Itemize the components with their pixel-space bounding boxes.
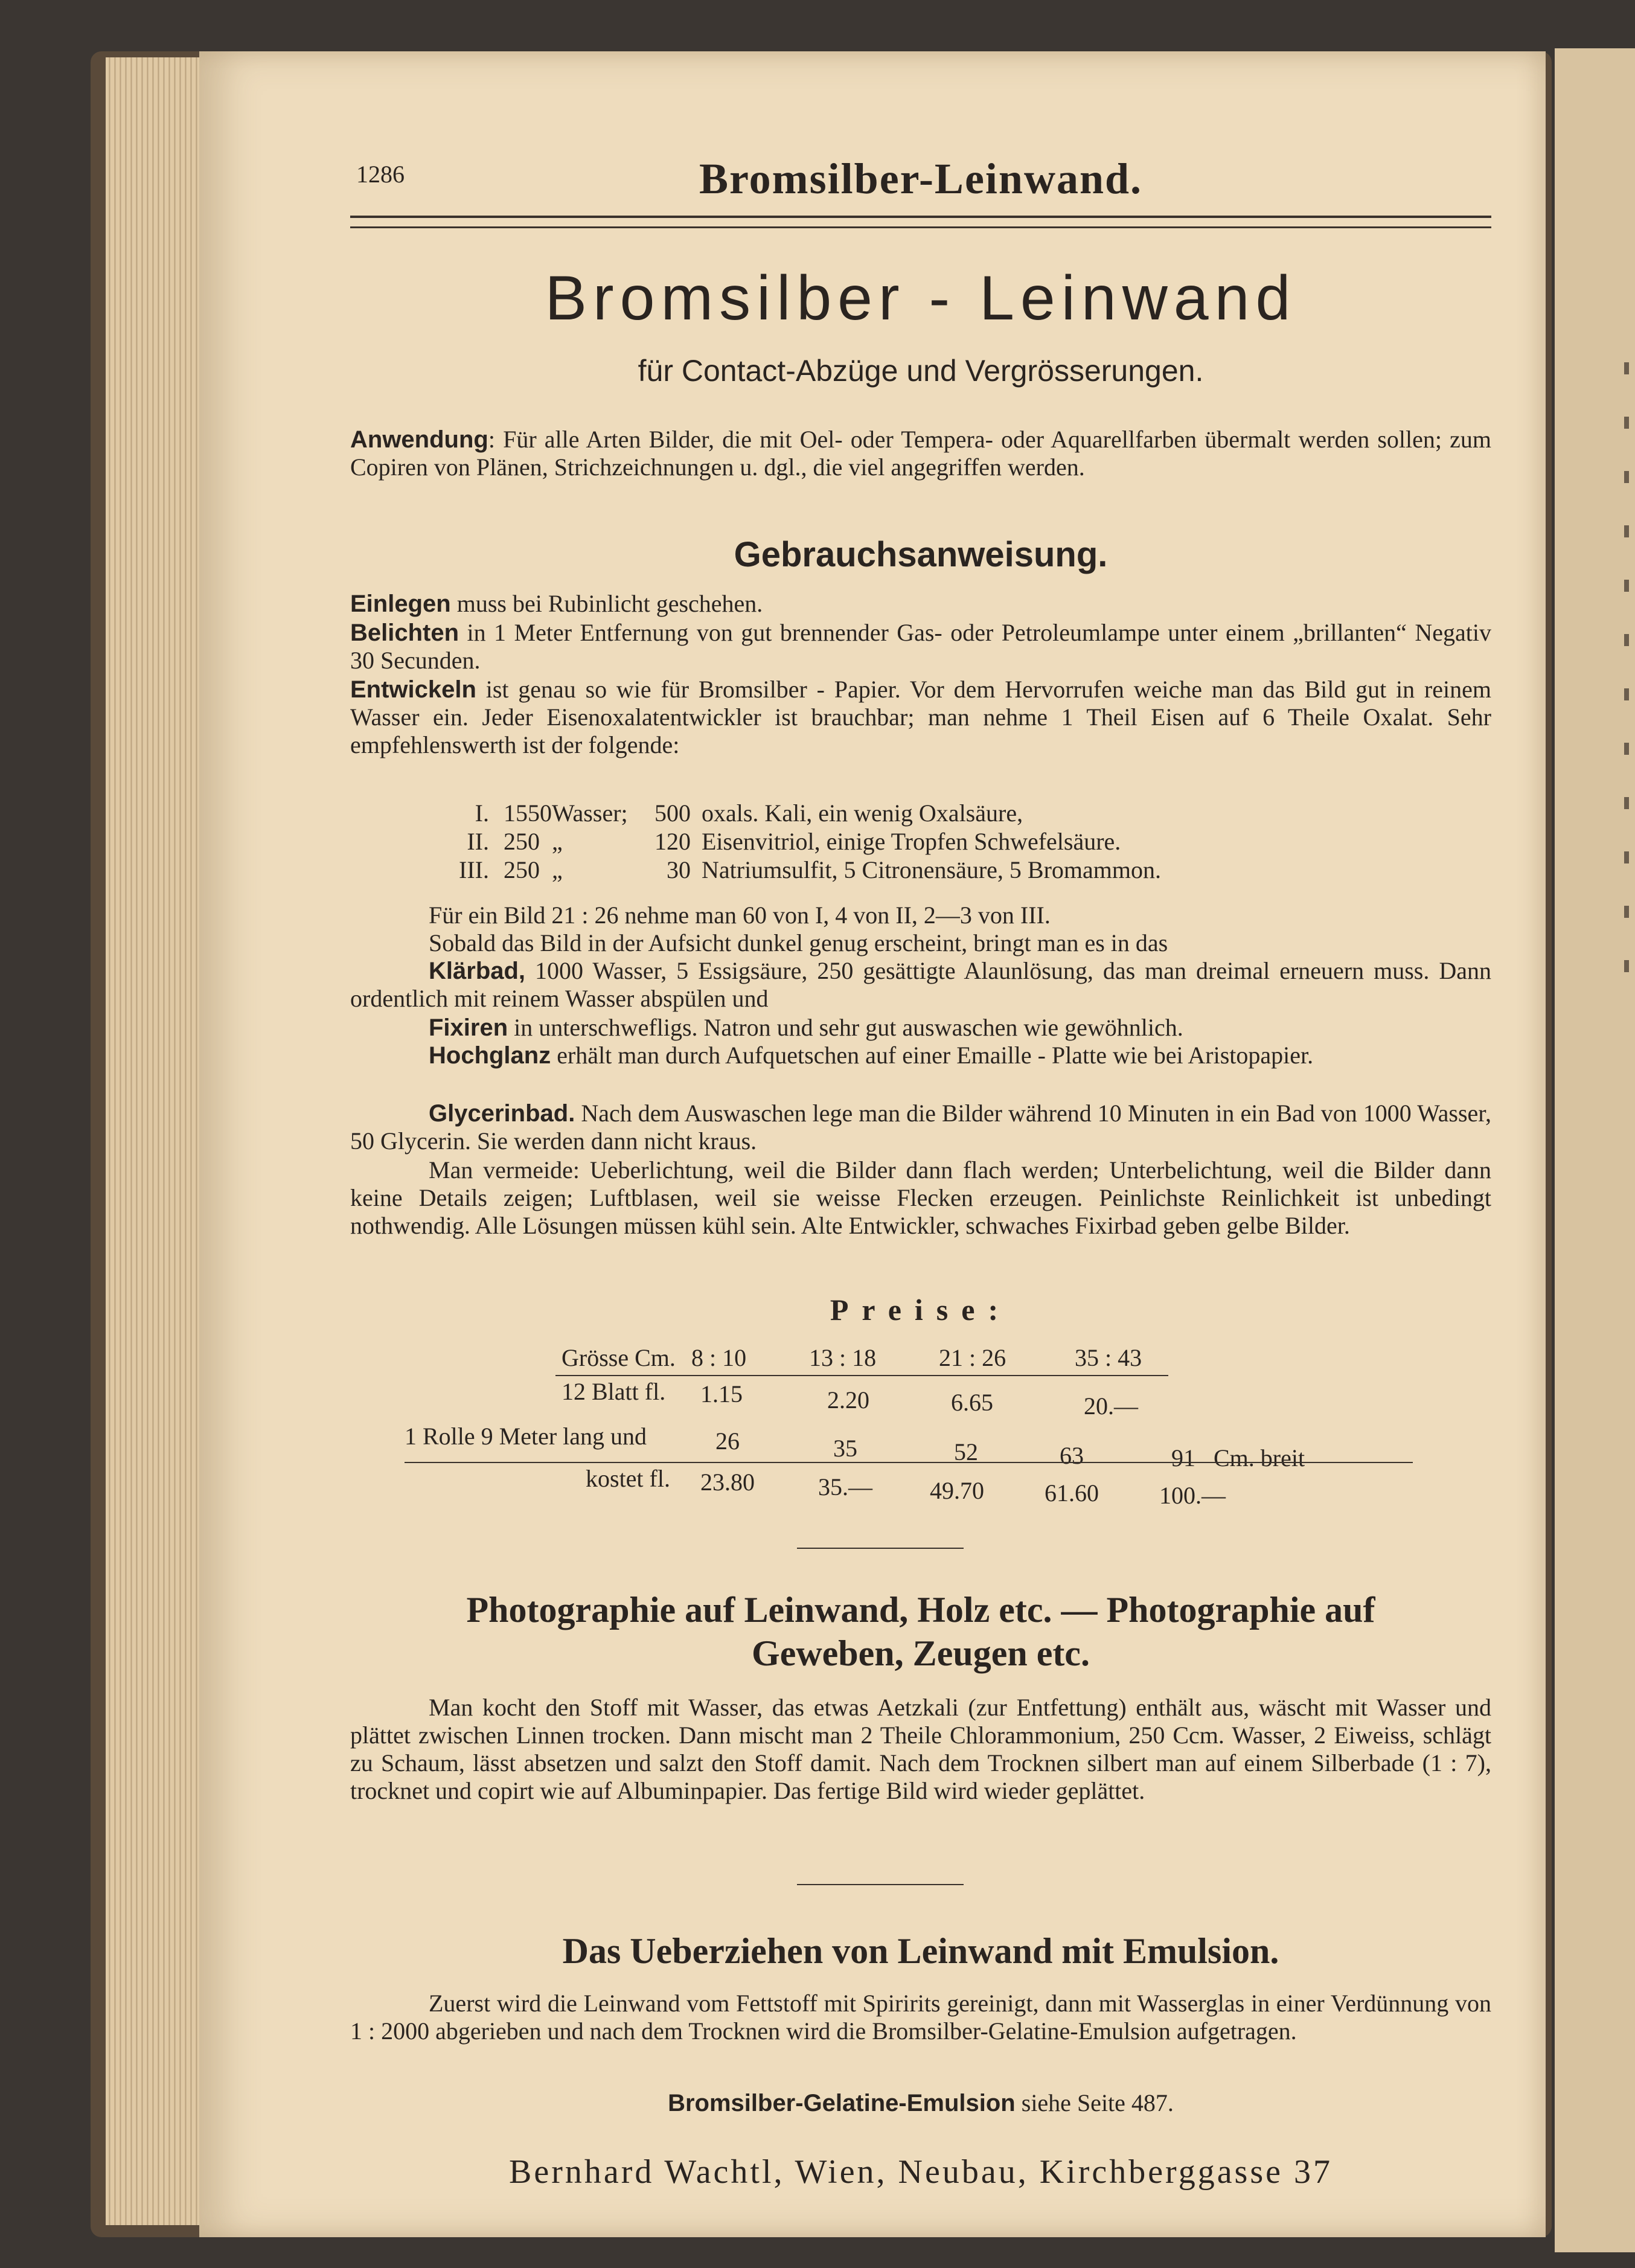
table-rule (405, 1462, 1413, 1463)
price-cell: 20.— (1084, 1392, 1138, 1420)
recipe-description: oxals. Kali, ein wenig Oxalsäure, (702, 799, 1023, 827)
reference-text: siehe Seite 487. (1015, 2089, 1174, 2116)
anwendung-lead: Anwendung (350, 426, 488, 453)
roll-price-cell: 61.60 (1045, 1479, 1099, 1507)
section2-text: Man kocht den Stoff mit Wasser, das etwas Aetzkali (zur Entfettung) enthält aus, wäscht mit Wasser und plättet zwischen Linnen trocken. Dann mischt man 2 Theile Chlorammonium, 250 Ccm. Wasser, 2 Eiweiss, schlägt zu Schaum, lässt absetzen und salzt den Stoff damit. Nach dem Trocknen silbert man auf einem Silberbade (1 : 7), trocknet und copirt wie auf Albuminpapier. Das fertige Bild wird wieder geplättet. (350, 1694, 1491, 1804)
recipe-description: Eisenvitriol, einige Tropfen Schwefelsäure. (702, 828, 1121, 855)
instruction-einlegen (350, 590, 1491, 618)
price-cell: 6.65 (951, 1389, 993, 1416)
glycerin-paragraph (350, 1100, 1491, 1155)
section-divider (797, 1548, 964, 1549)
width-cell: 91 (1171, 1444, 1195, 1472)
section-divider (797, 1884, 964, 1885)
developer-recipe (429, 799, 1455, 884)
recipe-amount: 30 (667, 856, 691, 883)
kostet-label: kostet fl. (586, 1465, 670, 1492)
after-recipe-line2 (350, 929, 1491, 957)
instruction-text: muss bei Rubinlicht geschehen. (450, 590, 763, 617)
glycerin-lead: Glycerinbad. (429, 1100, 575, 1127)
section2-heading-line1: Photographie auf Leinwand, Holz etc. — Photographie auf (466, 1590, 1375, 1630)
roll-price-cell: 35.— (818, 1473, 872, 1501)
fixiren-lead: Fixiren (429, 1014, 508, 1041)
size-cell: 21 : 26 (939, 1344, 1006, 1371)
recipe-number: I. (475, 799, 489, 827)
recipe-row (429, 856, 1455, 884)
roll-price-cell: 49.70 (930, 1477, 984, 1504)
recipe-unit: „ (552, 828, 563, 855)
anwendung-paragraph (350, 426, 1491, 481)
facing-page-marks (1624, 362, 1635, 1087)
recipe-unit: „ (552, 856, 563, 883)
instruction-lead: Entwickeln (350, 676, 476, 703)
fixiren-paragraph (350, 1014, 1491, 1042)
section2-heading (350, 1588, 1491, 1675)
klaerbad-text: 1000 Wasser, 5 Essigsäure, 250 gesättigte Alaunlösung, das man dreimal erneuern muss. Dann ordentlich mit reinem Wasser abspülen und (350, 957, 1491, 1012)
fixiren-text: in unterschwefligs. Natron und sehr gut auswaschen wie gewöhnlich. (508, 1014, 1183, 1041)
price-table (350, 1344, 1491, 1509)
book-page (199, 51, 1546, 2237)
page-number: 1286 (356, 161, 405, 188)
hochglanz-paragraph (350, 1042, 1491, 1069)
page-title: Bromsilber - Leinwand (545, 263, 1297, 333)
page-subtitle: für Contact-Abzüge und Vergrösserungen. (638, 354, 1204, 388)
recipe-value: 250 (504, 828, 540, 855)
recipe-number: III. (459, 856, 489, 883)
section2-heading-line2: Geweben, Zeugen etc. (752, 1633, 1090, 1673)
instruction-lead: Einlegen (350, 591, 451, 617)
section3-reference (350, 2089, 1491, 2117)
size-cell: 13 : 18 (809, 1344, 877, 1371)
glycerin-text: Nach dem Auswaschen lege man die Bilder während 10 Minuten in ein Bad von 1000 Wasser, 50 Glycerin. Sie werden dann nicht kraus. (350, 1100, 1491, 1155)
size-cell: 8 : 10 (691, 1344, 747, 1371)
hochglanz-lead: Hochglanz (429, 1042, 551, 1069)
table-rule (555, 1375, 1168, 1376)
roll-price-cell: 100.— (1159, 1482, 1226, 1509)
recipe-amount: 500 (654, 799, 691, 827)
width-unit: Cm. breit (1214, 1444, 1305, 1472)
preise-title: Preise: (830, 1293, 1012, 1327)
instruction-text: in 1 Meter Entfernung von gut brennender Gas- oder Petroleumlampe unter einem „brillanten“ Negativ 30 Secunden. (350, 619, 1491, 674)
recipe-row (429, 827, 1455, 856)
size-cell: 35 : 43 (1075, 1344, 1142, 1371)
after-recipe-text: Sobald das Bild in der Aufsicht dunkel genug erscheint, bringt man es in das (429, 929, 1168, 956)
running-head: Bromsilber-Leinwand. (699, 155, 1143, 203)
gebrauch-heading: Gebrauchsanweisung. (734, 535, 1108, 574)
blatt-label: 12 Blatt fl. (562, 1378, 666, 1405)
price-cell: 2.20 (827, 1386, 869, 1414)
hochglanz-text: erhält man durch Aufquetschen auf einer Emaille - Platte wie bei Aristopapier. (551, 1042, 1314, 1069)
rolle-label: 1 Rolle 9 Meter lang und (405, 1423, 647, 1450)
roll-price-cell: 23.80 (700, 1469, 755, 1496)
price-cell: 1.15 (700, 1380, 743, 1408)
klaerbad-lead: Klärbad, (429, 958, 526, 984)
recipe-value: 1550 (504, 799, 552, 827)
size-label: Grösse Cm. (562, 1344, 676, 1371)
width-cell: 26 (715, 1427, 740, 1455)
recipe-value: 250 (504, 856, 540, 883)
instruction-entwickeln (350, 676, 1491, 759)
klaerbad-paragraph (350, 957, 1491, 1013)
after-recipe-text: Für ein Bild 21 : 26 nehme man 60 von I, 4 von II, 2—3 von III. (429, 902, 1051, 929)
section3-text: Zuerst wird die Leinwand vom Fettstoff mit Spiririts gereinigt, dann mit Wasserglas in einer Verdünnung von 1 : 2000 abgerieben und nach dem Trocknen wird die Bromsilber-Gelatine-Emulsion aufgetragen. (350, 1990, 1491, 2045)
publisher-footer: Bernhard Wachtl, Wien, Neubau, Kirchberggasse 37 (508, 2153, 1333, 2191)
anwendung-text: : Für alle Arten Bilder, die mit Oel- oder Tempera- oder Aquarellfarben übermalt werden sollen; zum Copiren von Plänen, Strichzeichnungen u. dgl., die viel angegriffen werden. (350, 426, 1491, 481)
instruction-belichten (350, 619, 1491, 674)
after-recipe-line1 (350, 902, 1491, 929)
recipe-description: Natriumsulfit, 5 Citronensäure, 5 Bromammon. (702, 856, 1161, 883)
width-cell: 35 (833, 1435, 857, 1462)
reference-lead: Bromsilber-Gelatine-Emulsion (668, 2090, 1016, 2116)
vermeide-paragraph: Man vermeide: Ueberlichtung, weil die Bilder dann flach werden; Unterbelichtung, weil die Bilder dann keine Details zeigen; Luftblasen, weil sie weisse Flecken erzeugen. Peinlichste Reinlichkeit ist unbedingt nothwendig. Alle Lösungen müssen kühl sein. Alte Entwickler, schwaches Fixirbad geben gelbe Bilder. (350, 1156, 1491, 1239)
facing-page-edge (1555, 48, 1635, 2252)
recipe-row (429, 799, 1455, 827)
section3-heading: Das Ueberziehen von Leinwand mit Emulsion. (562, 1931, 1279, 1971)
recipe-amount: 120 (654, 828, 691, 855)
width-cell: 52 (954, 1438, 978, 1466)
width-cell: 63 (1060, 1442, 1084, 1469)
recipe-number: II. (467, 828, 489, 855)
instruction-text: ist genau so wie für Bromsilber - Papier. Vor dem Hervorrufen weiche man das Bild gut in reinem Wasser ein. Jeder Eisenoxalatentwickler ist brauchbar; man nehme 1 Theil Eisen auf 6 Theile Oxalat. Sehr empfehlenswerth ist der folgende: (350, 676, 1491, 758)
header-rule (350, 216, 1491, 228)
instruction-lead: Belichten (350, 620, 459, 646)
recipe-unit: Wasser; (552, 799, 628, 827)
